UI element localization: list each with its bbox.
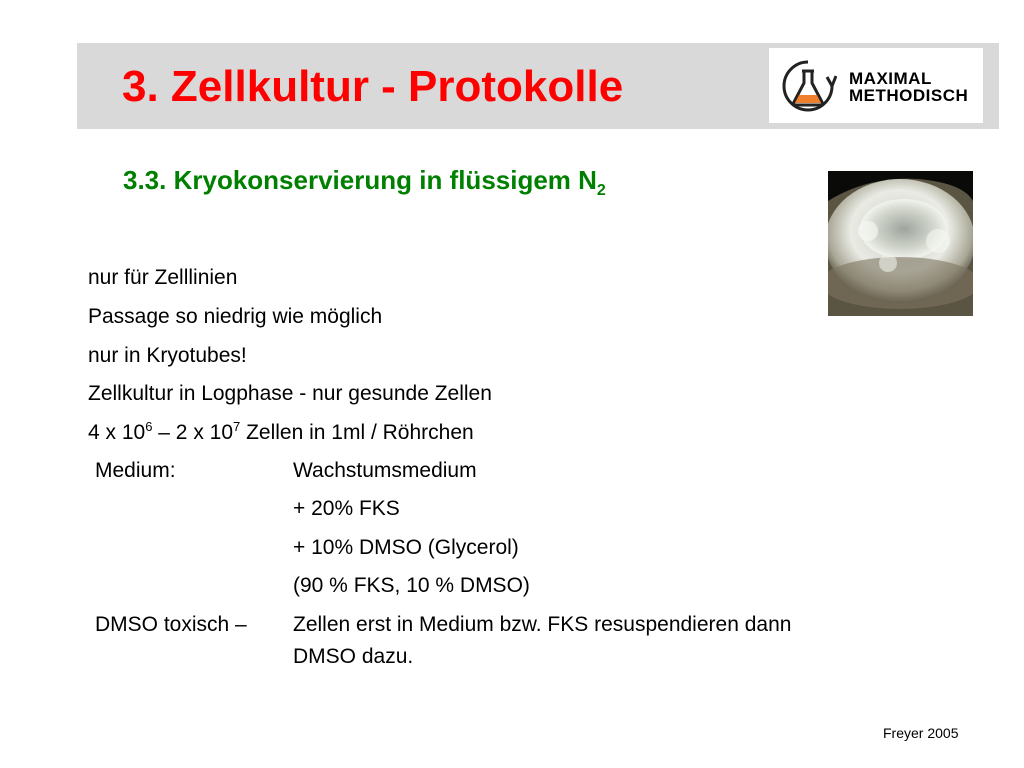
list-item: Passage so niedrig wie möglich [88, 305, 383, 328]
logo-text [849, 70, 968, 104]
medium-label: Medium: [95, 459, 176, 482]
concentration-exponent-a: 6 [145, 419, 153, 434]
list-item: Zellkultur in Logphase - nur gesunde Zellen [88, 382, 492, 405]
subtitle-text: 3.3. Kryokonservierung in flüssigem N [123, 165, 597, 195]
slide-title: 3. Zellkultur - Protokolle [122, 62, 624, 111]
dmso-label: DMSO toxisch – [95, 613, 247, 636]
footer-credit: Freyer 2005 [883, 725, 959, 741]
medium-item: Wachstumsmedium [293, 459, 477, 482]
logo-text-line2: METHODISCH [849, 86, 969, 105]
concentration-line [88, 421, 474, 445]
frozen-cell-culture-image [828, 171, 973, 316]
medium-item: (90 % FKS, 10 % DMSO) [293, 574, 530, 597]
concentration-exponent-b: 7 [233, 419, 241, 434]
dmso-text-line1: Zellen erst in Medium bzw. FKS resuspendieren dann [293, 613, 792, 636]
subtitle-subscript: 2 [596, 182, 606, 199]
medium-item: + 10% DMSO (Glycerol) [293, 536, 519, 559]
logo-text-line1: MAXIMAL [849, 69, 932, 88]
title-bar [77, 43, 999, 129]
dmso-text-line2: DMSO dazu. [293, 645, 414, 668]
list-item: nur für Zelllinien [88, 266, 238, 289]
concentration-part-a: 4 x 10 [88, 421, 146, 444]
list-item: nur in Kryotubes! [88, 344, 247, 367]
logo [769, 48, 983, 123]
concentration-part-c: Zellen in 1ml / Röhrchen [240, 421, 474, 444]
flask-cycle-icon [779, 57, 837, 115]
medium-item: + 20% FKS [293, 497, 400, 520]
concentration-part-b: – 2 x 10 [152, 421, 234, 444]
section-subtitle [123, 164, 606, 207]
